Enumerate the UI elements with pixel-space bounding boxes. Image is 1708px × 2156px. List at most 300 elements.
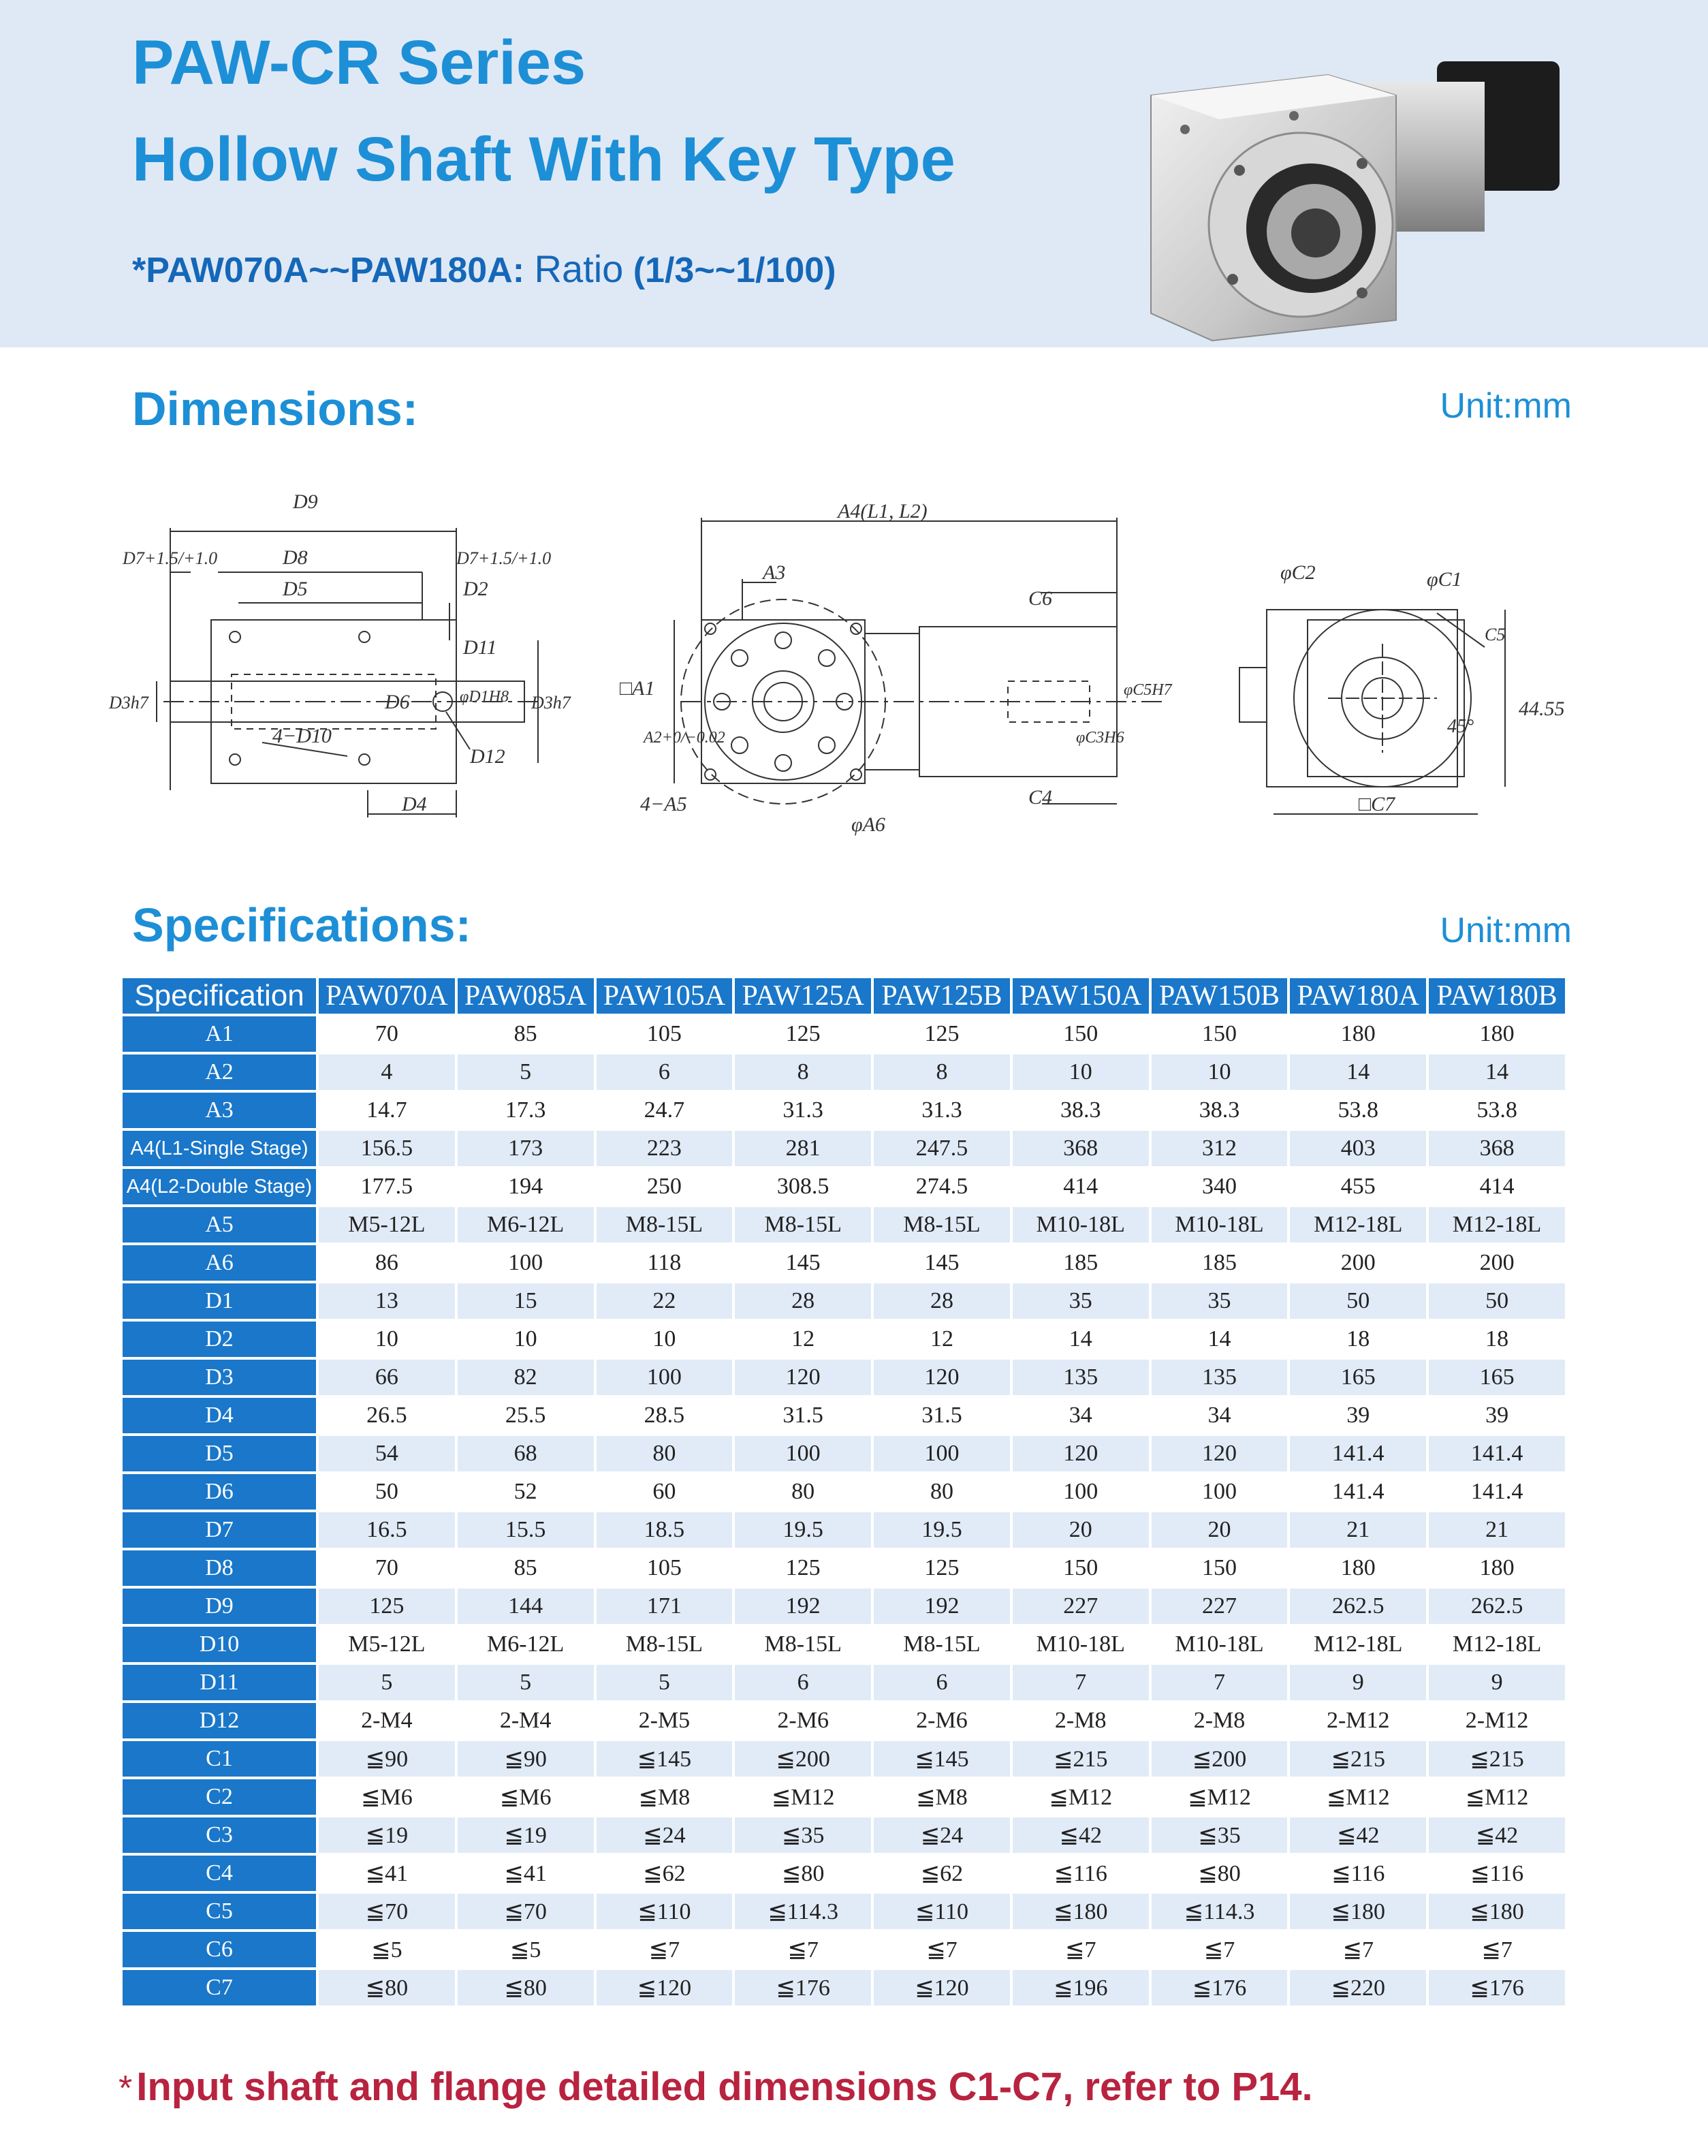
row-label: D5 [123,1436,316,1471]
table-cell: ≦196 [1013,1970,1149,2005]
table-cell: 368 [1429,1131,1565,1166]
table-cell: 2-M12 [1429,1703,1565,1738]
table-cell: 227 [1152,1589,1288,1624]
series-title: PAW-CR Series [132,28,586,97]
table-cell: 180 [1429,1550,1565,1586]
table-cell: M12-18L [1290,1207,1426,1243]
label-44-55: 44.55 [1519,698,1565,720]
table-cell: 144 [458,1589,594,1624]
label-d1: φD1H8 [460,688,509,706]
table-cell: 5 [319,1665,455,1700]
table-cell: 125 [735,1550,871,1586]
table-cell: M6-12L [458,1627,594,1662]
table-cell: ≦80 [735,1856,871,1891]
label-c5-end: C5 [1485,625,1506,644]
table-cell: M5-12L [319,1207,455,1243]
row-label: D8 [123,1550,316,1586]
label-d7-right: D7+1.5/+1.0 [456,548,552,568]
table-cell: 21 [1290,1512,1426,1548]
label-a3: A3 [763,561,786,584]
table-cell: 120 [1013,1436,1149,1471]
table-cell: ≦19 [458,1817,594,1853]
table-cell: ≦200 [735,1741,871,1777]
table-cell: 28.5 [597,1398,733,1433]
table-row [123,1932,1565,1967]
table-cell: 141.4 [1429,1474,1565,1510]
dimension-drawing [102,470,1573,852]
label-c1: φC1 [1427,568,1462,591]
label-d4: D4 [402,793,427,815]
table-cell: 20 [1013,1512,1149,1548]
table-cell: ≦M12 [1429,1779,1565,1815]
table-cell: M12-18L [1429,1207,1565,1243]
table-cell: ≦M8 [874,1779,1010,1815]
table-cell: 25.5 [458,1398,594,1433]
table-cell: ≦7 [1013,1932,1149,1967]
table-cell: 80 [597,1436,733,1471]
table-cell: 6 [874,1665,1010,1700]
label-d8: D8 [283,546,308,569]
table-cell: 194 [458,1169,594,1204]
row-label: C6 [123,1932,316,1967]
table-cell: 38.3 [1013,1093,1149,1128]
table-cell: 80 [735,1474,871,1510]
table-cell: 10 [597,1322,733,1357]
table-cell: 180 [1290,1016,1426,1052]
table-cell: ≦35 [735,1817,871,1853]
table-row [123,1093,1565,1128]
table-cell: 118 [597,1245,733,1281]
table-cell: 28 [735,1283,871,1319]
table-cell: 19.5 [874,1512,1010,1548]
table-cell: 14 [1429,1054,1565,1090]
label-d5: D5 [283,578,308,600]
table-cell: 185 [1013,1245,1149,1281]
table-cell: 14.7 [319,1093,455,1128]
table-cell: M8-15L [735,1627,871,1662]
table-cell: 414 [1429,1169,1565,1204]
table-cell: ≦62 [874,1856,1010,1891]
row-label: D2 [123,1322,316,1357]
label-c2: φC2 [1280,561,1316,584]
table-row [123,1360,1565,1395]
table-row [123,1550,1565,1586]
front-view [674,518,1165,804]
table-cell: 141.4 [1290,1474,1426,1510]
label-a4: A4(L1, L2) [838,500,928,522]
table-cell: 227 [1013,1589,1149,1624]
row-label: D7 [123,1512,316,1548]
table-cell: 192 [735,1589,871,1624]
table-cell: ≦80 [319,1970,455,2005]
label-d3-right: D3h7 [531,693,571,713]
table-cell: M8-15L [597,1627,733,1662]
table-cell: 150 [1152,1016,1288,1052]
table-cell: 223 [597,1131,733,1166]
table-cell: 24.7 [597,1093,733,1128]
table-cell: 262.5 [1290,1589,1426,1624]
table-cell: 171 [597,1589,733,1624]
table-cell: 100 [1013,1474,1149,1510]
table-cell: ≦220 [1290,1970,1426,2005]
table-cell: ≦M6 [458,1779,594,1815]
table-cell: 10 [1013,1054,1149,1090]
table-cell: 150 [1152,1550,1288,1586]
table-cell: 7 [1152,1665,1288,1700]
table-cell: ≦42 [1290,1817,1426,1853]
table-cell: 19.5 [735,1512,871,1548]
table-cell: 100 [735,1436,871,1471]
table-row [123,1322,1565,1357]
table-cell: 125 [874,1550,1010,1586]
table-cell: 141.4 [1429,1436,1565,1471]
table-cell: 70 [319,1550,455,1586]
table-cell: 4 [319,1054,455,1090]
label-d9: D9 [293,490,318,513]
table-row [123,1131,1565,1166]
row-label: D10 [123,1627,316,1662]
table-cell: ≦70 [458,1894,594,1929]
table-cell: ≦7 [735,1932,871,1967]
table-cell: ≦200 [1152,1741,1288,1777]
table-row [123,1054,1565,1090]
table-cell: 12 [735,1322,871,1357]
table-cell: ≦24 [597,1817,733,1853]
table-cell: 2-M6 [735,1703,871,1738]
table-row [123,1856,1565,1891]
table-cell: 274.5 [874,1169,1010,1204]
label-a2: A2+0/−0.02 [644,729,725,747]
table-cell: M10-18L [1152,1627,1288,1662]
table-cell: 66 [319,1360,455,1395]
table-cell: M8-15L [874,1207,1010,1243]
table-row [123,1512,1565,1548]
table-cell: 312 [1152,1131,1288,1166]
table-cell: 100 [597,1360,733,1395]
table-cell: 135 [1013,1360,1149,1395]
table-cell: ≦116 [1290,1856,1426,1891]
table-cell: 86 [319,1245,455,1281]
table-cell: ≦5 [319,1932,455,1967]
row-label: D3 [123,1360,316,1395]
table-cell: M10-18L [1152,1207,1288,1243]
table-row [123,1398,1565,1433]
table-cell: 177.5 [319,1169,455,1204]
side-view [157,528,538,817]
table-cell: 13 [319,1283,455,1319]
table-cell: ≦120 [874,1970,1010,2005]
label-c4: C4 [1028,786,1053,809]
table-cell: 17.3 [458,1093,594,1128]
table-cell: 100 [1152,1474,1288,1510]
header-model: PAW125B [874,978,1010,1014]
row-label: A4(L1-Single Stage) [123,1131,316,1166]
table-cell: 53.8 [1429,1093,1565,1128]
table-cell: 125 [735,1016,871,1052]
table-cell: 247.5 [874,1131,1010,1166]
table-cell: 10 [458,1322,594,1357]
table-cell: 2-M6 [874,1703,1010,1738]
table-cell: 50 [319,1474,455,1510]
table-cell: 141.4 [1290,1436,1426,1471]
table-cell: ≦M6 [319,1779,455,1815]
row-label: C1 [123,1741,316,1777]
table-cell: 145 [874,1245,1010,1281]
table-cell: 145 [735,1245,871,1281]
table-cell: 2-M4 [319,1703,455,1738]
table-cell: 308.5 [735,1169,871,1204]
row-label: C4 [123,1856,316,1891]
table-row [123,1703,1565,1738]
table-cell: 7 [1013,1665,1149,1700]
footnote-star: * [118,2069,133,2108]
table-cell: ≦M12 [1013,1779,1149,1815]
table-cell: 53.8 [1290,1093,1426,1128]
model-ratio-subtitle [132,247,836,291]
row-label: A3 [123,1093,316,1128]
table-cell: 16.5 [319,1512,455,1548]
table-row [123,1474,1565,1510]
table-row [123,1741,1565,1777]
table-row [123,1817,1565,1853]
table-cell: M8-15L [597,1207,733,1243]
table-row [123,1169,1565,1204]
table-cell: ≦80 [458,1970,594,2005]
table-cell: 60 [597,1474,733,1510]
table-cell: 82 [458,1360,594,1395]
table-cell: M12-18L [1290,1627,1426,1662]
table-cell: 6 [597,1054,733,1090]
label-a6: φA6 [851,813,885,836]
row-label: C7 [123,1970,316,2005]
ratio-range: (1/3~~1/100) [633,251,836,290]
table-cell: ≦176 [735,1970,871,2005]
table-cell: 150 [1013,1550,1149,1586]
table-cell: 2-M4 [458,1703,594,1738]
row-label: C3 [123,1817,316,1853]
table-cell: ≦5 [458,1932,594,1967]
table-cell: 70 [319,1016,455,1052]
table-cell: ≦180 [1013,1894,1149,1929]
table-cell: 18.5 [597,1512,733,1548]
table-cell: 135 [1152,1360,1288,1395]
table-cell: ≦M12 [735,1779,871,1815]
label-d11: D11 [463,636,497,659]
specifications-table [120,975,1568,2008]
table-cell: M10-18L [1013,1207,1149,1243]
table-cell: 340 [1152,1169,1288,1204]
table-cell: 9 [1290,1665,1426,1700]
table-cell: M8-15L [735,1207,871,1243]
table-row [123,1627,1565,1662]
header-model: PAW085A [458,978,594,1014]
table-cell: ≦215 [1429,1741,1565,1777]
product-image [1137,54,1580,347]
table-cell: M8-15L [874,1627,1010,1662]
label-c5: φC5H7 [1124,681,1172,699]
table-cell: 85 [458,1016,594,1052]
table-cell: ≦70 [319,1894,455,1929]
table-row [123,1283,1565,1319]
table-cell: 5 [458,1665,594,1700]
table-cell: ≦120 [597,1970,733,2005]
label-d2: D2 [463,578,488,600]
table-cell: 2-M8 [1013,1703,1149,1738]
table-cell: 2-M8 [1152,1703,1288,1738]
table-cell: ≦41 [458,1856,594,1891]
table-cell: 125 [874,1016,1010,1052]
table-cell: 250 [597,1169,733,1204]
row-label: D11 [123,1665,316,1700]
table-cell: 120 [735,1360,871,1395]
specifications-heading: Specifications: [132,899,471,952]
row-label: A5 [123,1207,316,1243]
table-cell: ≦80 [1152,1856,1288,1891]
table-cell: 10 [319,1322,455,1357]
table-cell: M5-12L [319,1627,455,1662]
row-label: D4 [123,1398,316,1433]
table-cell: 14 [1290,1054,1426,1090]
table-cell: 15.5 [458,1512,594,1548]
table-cell: ≦7 [1429,1932,1565,1967]
table-cell: 14 [1013,1322,1149,1357]
table-cell: ≦215 [1013,1741,1149,1777]
table-row [123,1970,1565,2005]
table-cell: ≦180 [1429,1894,1565,1929]
footnote-text: Input shaft and flange detailed dimensions C1-C7, refer to P14. [136,2065,1313,2109]
table-cell: 180 [1290,1550,1426,1586]
table-cell: 50 [1429,1283,1565,1319]
row-label: C5 [123,1894,316,1929]
table-cell: 35 [1013,1283,1149,1319]
table-cell: 120 [1152,1436,1288,1471]
table-cell: ≦180 [1290,1894,1426,1929]
table-cell: 150 [1013,1016,1149,1052]
footnote [118,2064,1313,2110]
model-range: *PAW070A~~PAW180A: [132,251,525,290]
table-cell: ≦42 [1013,1817,1149,1853]
table-cell: 8 [735,1054,871,1090]
table-cell: ≦114.3 [735,1894,871,1929]
table-cell: 200 [1290,1245,1426,1281]
table-cell: 80 [874,1474,1010,1510]
label-angle: 45° [1447,716,1474,737]
table-cell: 2-M5 [597,1703,733,1738]
table-cell: ≦110 [874,1894,1010,1929]
table-cell: 15 [458,1283,594,1319]
ratio-word: Ratio [534,247,624,290]
table-row [123,1589,1565,1624]
table-cell: 28 [874,1283,1010,1319]
table-cell: 180 [1429,1016,1565,1052]
table-cell: ≦M8 [597,1779,733,1815]
dimensions-unit: Unit:mm [1440,386,1572,426]
table-cell: ≦176 [1152,1970,1288,2005]
table-cell: 105 [597,1550,733,1586]
header-model: PAW150A [1013,978,1149,1014]
table-cell: ≦7 [874,1932,1010,1967]
table-cell: 20 [1152,1512,1288,1548]
table-cell: 31.5 [874,1398,1010,1433]
table-cell: 26.5 [319,1398,455,1433]
table-cell: 50 [1290,1283,1426,1319]
label-d3-left: D3h7 [109,693,148,713]
table-cell: ≦M12 [1290,1779,1426,1815]
label-c6: C6 [1028,587,1053,610]
header-model: PAW150B [1152,978,1288,1014]
table-cell: ≦7 [597,1932,733,1967]
header-model: PAW125A [735,978,871,1014]
table-cell: 368 [1013,1131,1149,1166]
table-cell: 165 [1290,1360,1426,1395]
table-cell: ≦176 [1429,1970,1565,2005]
table-cell: 156.5 [319,1131,455,1166]
table-cell: ≦19 [319,1817,455,1853]
table-cell: ≦114.3 [1152,1894,1288,1929]
table-cell: 31.3 [874,1093,1010,1128]
table-cell: ≦145 [597,1741,733,1777]
table-cell: ≦215 [1290,1741,1426,1777]
table-cell: 52 [458,1474,594,1510]
table-cell: 165 [1429,1360,1565,1395]
table-cell: 6 [735,1665,871,1700]
table-cell: 54 [319,1436,455,1471]
row-label: A6 [123,1245,316,1281]
table-cell: 125 [319,1589,455,1624]
table-cell: 281 [735,1131,871,1166]
table-cell: ≦116 [1429,1856,1565,1891]
table-cell: 12 [874,1322,1010,1357]
table-cell: 34 [1013,1398,1149,1433]
table-cell: ≦90 [319,1741,455,1777]
table-cell: ≦M12 [1152,1779,1288,1815]
label-a1: □A1 [620,677,655,700]
table-cell: 14 [1152,1322,1288,1357]
table-cell: 192 [874,1589,1010,1624]
table-cell: ≦35 [1152,1817,1288,1853]
table-cell: M10-18L [1013,1627,1149,1662]
table-row [123,1436,1565,1471]
table-cell: M6-12L [458,1207,594,1243]
table-cell: ≦116 [1013,1856,1149,1891]
table-row [123,1894,1565,1929]
table-cell: 9 [1429,1665,1565,1700]
dimensions-heading: Dimensions: [132,382,419,435]
table-cell: 5 [458,1054,594,1090]
type-title: Hollow Shaft With Key Type [132,125,955,194]
table-cell: 31.5 [735,1398,871,1433]
table-cell: ≦24 [874,1817,1010,1853]
row-label: A2 [123,1054,316,1090]
table-cell: 2-M12 [1290,1703,1426,1738]
table-cell: 414 [1013,1169,1149,1204]
row-label: A4(L2-Double Stage) [123,1169,316,1204]
table-cell: ≦7 [1290,1932,1426,1967]
table-cell: ≦90 [458,1741,594,1777]
label-d10: 4−D10 [272,725,332,747]
table-cell: ≦42 [1429,1817,1565,1853]
row-label: C2 [123,1779,316,1815]
row-label: D12 [123,1703,316,1738]
row-label: A1 [123,1016,316,1052]
label-c7: □C7 [1359,793,1395,815]
table-cell: 34 [1152,1398,1288,1433]
row-label: D6 [123,1474,316,1510]
header-model: PAW180A [1290,978,1426,1014]
table-cell: 200 [1429,1245,1565,1281]
table-cell: 5 [597,1665,733,1700]
table-cell: 10 [1152,1054,1288,1090]
